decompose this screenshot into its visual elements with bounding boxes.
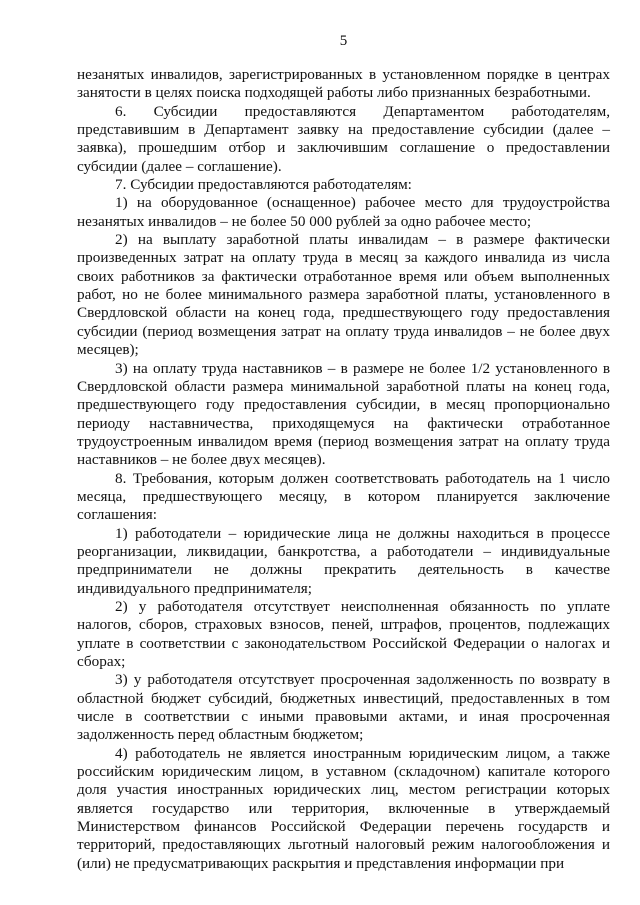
paragraph-8-item-3: 3) у работодателя отсутствует просроченная задолженность по возврату в областной бюджет субсидий, бюджетных инвестиций, предоставленных в том числе в соответствии с иными правовыми актами, и иная просроченная задолженность перед областным бюджетом; — [77, 671, 610, 744]
paragraph-continuation: незанятых инвалидов, зарегистрированных в установленном порядке в центрах занятости в целях поиска подходящей работы либо признанных безработными. — [77, 66, 610, 102]
paragraph-7-subsidies: 7. Субсидии предоставляются работодателям: — [115, 176, 412, 194]
paragraph-7-item-1: 1) на оборудованное (оснащенное) рабочее место для трудоустройства незанятых инвалидов – не более 50 000 рублей за одно рабочее место; — [77, 194, 610, 230]
paragraph-7-item-3: 3) на оплату труда наставников – в размере не более 1/2 установленного в Свердловской области размера минимальной заработной платы на конец года, предшествующего году предоставления субсидии, в месяц пропорционально периоду наставничества, приходящемуся на фактически отработанное трудоустроенным инвалидом время (период возмещения затрат на оплату труда наставников – не более двух месяцев). — [77, 359, 610, 469]
paragraph-6-subsidies: 6. Субсидии предоставляются Департаментом работодателям, представившим в Департамент заявку на предоставление субсидии (далее – заявка), прошедшим отбор и заключившим соглашение о предоставлении субсидии (далее – соглашение). — [77, 102, 610, 175]
paragraph-8-item-2: 2) у работодателя отсутствует неисполненная обязанность по уплате налогов, сборов, страховых взносов, пеней, штрафов, процентов, подлежащих уплате в соответствии с законодательством Российской Федерации о налогах и сборах; — [77, 597, 610, 670]
paragraph-7-item-2: 2) на выплату заработной платы инвалидам – в размере фактически произведенных затрат на оплату труда в месяц за каждого инвалида из числа своих работников за фактически отработанное время или объем выполненных работ, но не более минимального размера заработной платы, установленного в Свердловской области на конец года, предшествующего году предоставления субсидии (период возмещения затрат на оплату труда инвалидов – не более двух месяцев); — [77, 231, 610, 359]
paragraph-8-item-4: 4) работодатель не является иностранным юридическим лицом, а также российским юридическим лицом, в уставном (складочном) капитале которого доля участия иностранных юридических лиц, местом регистрации которых является государство или территория, включенные в утверждаемый Министерством финансов Российской Федерации перечень государств и территорий, предоставляющих льготный налоговый режим налогообложения и (или) не предусматривающих раскрытия и представления информации при — [77, 744, 610, 872]
paragraph-8-item-1: 1) работодатели – юридические лица не должны находиться в процессе реорганизации, ликвидации, банкротства, а работодатели – индивидуальные предприниматели не должны прекратить деятельность в качестве индивидуального предпринимателя; — [77, 524, 610, 597]
document-body — [77, 66, 610, 873]
page-number: 5 — [339, 33, 348, 49]
paragraph-8-requirements: 8. Требования, которым должен соответствовать работодатель на 1 число месяца, предшествующего месяцу, в котором планируется заключение соглашения: — [77, 469, 610, 524]
